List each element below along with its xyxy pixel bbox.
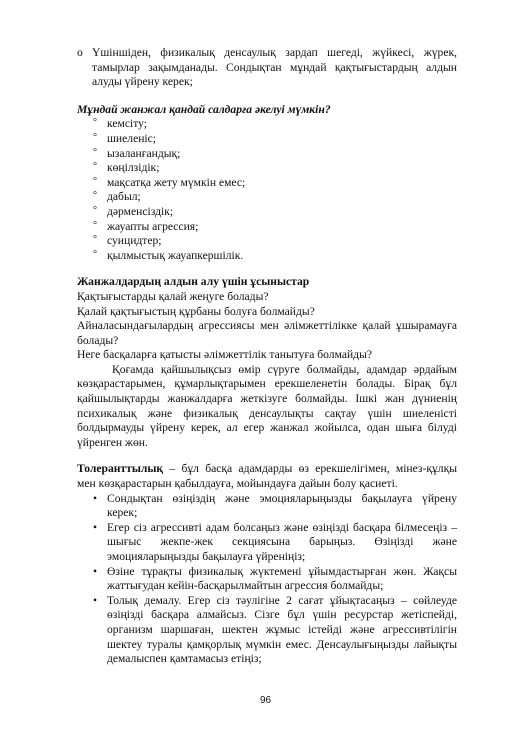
tolerance-list [77,492,457,667]
definition-text: – бұл басқа адамдарды өз ерекшелігімен, мінез-құлқы [163,462,457,476]
degree-bullet-icon: ° [93,234,97,246]
degree-bullet-icon: ° [93,190,97,202]
degree-bullet-icon: ° [93,248,97,260]
question-line: Неге басқаларға қатысты әлімжеттілік танытуға болмайды? [77,348,373,362]
question-line: Айналасындағылардың агрессиясы мен әлімжеттілікке қалай ұшырамауға [77,319,457,333]
paragraph-line: Қоғамда қайшылықсыз өмір сүруге болмайды, адамдар әрдайым [112,362,457,376]
list-item: • Егер сіз агрессивті адам болсаңыз және өзіңізді басқара білмесеңіз – шығыс жекпе-жек секциясына барыңыз. Өзіңізді және эмоцияларыңызды бақылауға үйреніңіз; [93,520,457,563]
degree-bullet-icon: ° [93,204,97,216]
prevention-paragraph [77,363,457,451]
prevention-section [77,275,457,450]
question-line: Қалай қақтығыстың құрбаны болуға болмайды? [77,304,315,318]
paragraph-line: болдырмауды үйрену керек, ал егер жанжал жойылса, одан шыға білуді [77,421,457,435]
consequences-heading: Мұндай жанжал қандай салдарға әкелуі мүмкін? [77,102,331,116]
list-item: ° кемсіту; [93,117,147,131]
list-item: • Өзіне тұрақты физикалық жүктемені ұйымдастырған жөн. Жақсы жаттығудан кейін-басқарылмайтын агрессия болмайды; [93,564,457,593]
circle-bullet-icon: o [77,46,83,59]
list-item: ° көңілзідік; [93,161,160,175]
question-line: болады? [77,333,119,347]
list-item: ° суицидтер; [93,234,162,248]
degree-bullet-icon: ° [93,219,97,231]
degree-bullet-icon: ° [93,175,97,187]
list-item: ° шиеленіс; [93,131,157,145]
list-item: ° мақсатқа жету мүмкін емес; [93,175,246,189]
list-item: ° ызаланғандық; [93,146,181,160]
list-item: ° дабыл; [93,190,141,204]
definition-text: мен көзқарастарын қабылдауға, мойындауға дайын болу қасиеті. [77,477,398,491]
intro-line: Үшіншіден, физикалық денсаулық зардап шегеді, жүйкесі, жүрек, [92,46,457,59]
intro-line: алуды үйрену керек; [92,75,193,89]
degree-bullet-icon: ° [93,117,97,129]
bullet-icon: • [93,564,98,578]
list-item: ° жауапты агрессия; [93,219,199,233]
tolerance-definition [77,462,457,491]
intro-line: тамырлар зақымданады. Сондықтан мұндай қақтығыстардың алдын [92,60,457,74]
tolerance-term: Толеранттылық [77,462,164,476]
list-item: ° қылмыстық жауапкершілік. [93,248,244,262]
degree-bullet-icon: ° [93,146,97,158]
degree-bullet-icon: ° [93,131,97,143]
paragraph-line: психикалық және физикалық денсаулықты сақтау үшін шиеленісті [77,406,457,420]
list-item: • Толық демалу. Егер сіз тәулігіне 2 сағат ұйықтасаңыз – сөйлеуде өзіңізді басқара алмайсыз. Сізге бұл үшін ресурстар жетіспейді, организм шаршаған, шектен жұмыс істейді және агрессивтілігін шектеу туралы қамқорлық мүмкін емес. Денсаулығыңызды лайықты демалыспен қамтамасыз етіңіз; [93,593,457,666]
document-page [77,46,457,667]
consequences-list [77,117,457,263]
bullet-icon: • [93,520,98,534]
intro-list-item [77,46,457,90]
list-item: • Сондықтан өзіңіздің және эмоцияларыңызды бақылауға үйрену керек; [93,491,457,520]
prevention-heading: Жанжалдардың алдын алу үшін ұсыныстар [77,275,310,289]
page-number: 96 [259,695,272,706]
question-line: Қақтығыстарды қалай жеңуге болады? [77,289,269,303]
list-item: ° дәрменсіздік; [93,204,174,218]
bullet-icon: • [93,593,98,607]
paragraph-line: үйренген жөн. [77,435,148,449]
bullet-icon: • [93,491,98,505]
paragraph-line: қайшылықтарды жанжалдарға жеткізуге болмайды. Ішкі жан дүниенің [77,392,457,406]
degree-bullet-icon: ° [93,161,97,173]
paragraph-line: көзқарастарымен, құмарлықтарымен ерекшеленетін болады. Бірақ бұл [77,377,457,391]
